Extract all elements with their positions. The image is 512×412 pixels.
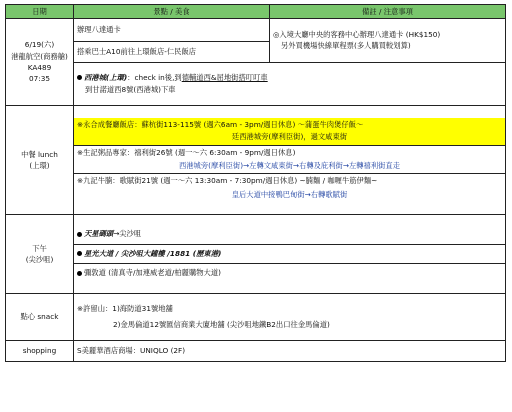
hotel-line-2: 到甘諾道西8號(西港城)下車 (85, 85, 176, 94)
afternoon-item-3-text: 彌敦道 (清真寺/加連威老道/柏麗購物大道) (84, 268, 221, 278)
bus-cell (74, 42, 270, 63)
lunch-line-3: ※生記粥品專家：禧利街26號 (週一～六 6:30am - 9pm/週日休息) (77, 147, 296, 157)
lunch-line-2: 廷西港城旁(摩利臣街)，過文咸東街 (231, 132, 348, 142)
itinerary-table (5, 4, 506, 362)
octopus-note: ◎入境大廳中央的客務中心辦理八達通卡 (HK$150) (273, 29, 441, 39)
octopus-note-2: 另外買機場快線單程票(多人購買較划算) (281, 41, 411, 50)
bullet-icon (77, 271, 82, 276)
shopping-text: S美麗華酒店商場：UNIQLO (2F) (77, 345, 186, 355)
octopus-place-cell (74, 19, 270, 42)
hotel-text: ：check in後,到 (127, 72, 182, 82)
lunch-line-1: ※永合成餐廳飯店：蘇杭街113-115號 (週六6am - 3pm/週日休息) ～蒲蛋牛肉煲仔飯～ (77, 119, 364, 129)
lunch-label: 中餐 lunch (21, 149, 58, 159)
snack-label-cell (6, 294, 74, 341)
shopping-row (6, 341, 506, 362)
hotel-row (6, 63, 506, 106)
day1-airline: 港龍航空(商務艙) (11, 51, 68, 61)
lunch-label-cell (6, 106, 74, 215)
snack-line-1: ※許留山：1)海防道31號地舖 (77, 304, 173, 314)
hotel-name: 西港城(上環) (84, 72, 128, 82)
afternoon-content-cell (74, 215, 506, 294)
day1-date: 6/19(六) (24, 40, 55, 50)
bullet-icon (77, 251, 82, 256)
snack-content-cell (74, 294, 506, 341)
hotel-link[interactable]: 德輔道西&屈地街搭叮叮車 (181, 72, 268, 82)
hotel-cell (74, 63, 506, 106)
header-notes: 備註 / 注意事項 (270, 5, 506, 19)
lunch-row (6, 106, 506, 215)
day1-date-cell (6, 19, 74, 106)
afternoon-item-1 (74, 225, 505, 243)
lunch-yongheng (74, 118, 505, 145)
snack-row (6, 294, 506, 341)
afternoon-item-2 (74, 244, 505, 263)
day1-flight: KA489 (27, 63, 52, 72)
table-header-row (6, 5, 506, 19)
snack-line-2: 2)金馬倫道12號匯信商業大廈地舖 (尖沙咀地鐵B2出口往金馬倫道) (113, 319, 330, 329)
shopping-content-cell (74, 341, 506, 362)
afternoon-label-cell (6, 215, 74, 294)
bus-text: 搭乘巴士A10前往上環飯店-仁民飯店 (77, 46, 197, 56)
afternoon-item-1-rest: →尖沙咀 (113, 229, 142, 239)
afternoon-label-2: (尖沙咀) (25, 255, 54, 264)
lunch-jiuji (74, 173, 505, 202)
lunch-line-4: 西港城旁(摩利臣街)→左轉文咸東街→右轉及庇利街→左轉禧利街直走 (178, 161, 401, 170)
day1-time: 07:35 (28, 74, 51, 84)
lunch-shengji (74, 145, 505, 174)
snack-label: 點心 snack (20, 312, 59, 322)
octopus-place: 辦理八達通卡 (77, 24, 121, 34)
lunch-content-cell (74, 106, 506, 215)
afternoon-row (6, 215, 506, 294)
lunch-label-2: (上環) (29, 161, 50, 170)
lunch-line-5: ※九記牛腩：歌賦街21號 (週一～六 13:30am - 7:30pm/週日休息) ~腩麵 / 咖喱牛筋伊麵~ (77, 176, 378, 186)
lunch-line-6: 皇后大道中接鴨巴甸街→右轉歌賦街 (231, 189, 348, 199)
day1-row (6, 19, 506, 42)
octopus-note-cell (270, 19, 506, 63)
afternoon-item-1-name: 天星碼頭 (84, 229, 114, 239)
afternoon-item-2-name: 星光大道 / 尖沙咀大鐘樓 /1881 (歷東港) (84, 248, 222, 258)
afternoon-label: 下午 (32, 243, 47, 253)
header-places: 景點 / 美食 (74, 5, 270, 19)
bullet-icon (77, 75, 82, 80)
header-date: 日期 (6, 5, 74, 19)
bullet-icon (77, 232, 82, 237)
afternoon-item-3 (74, 263, 505, 282)
shopping-label: shopping (22, 346, 57, 356)
shopping-label-cell (6, 341, 74, 362)
